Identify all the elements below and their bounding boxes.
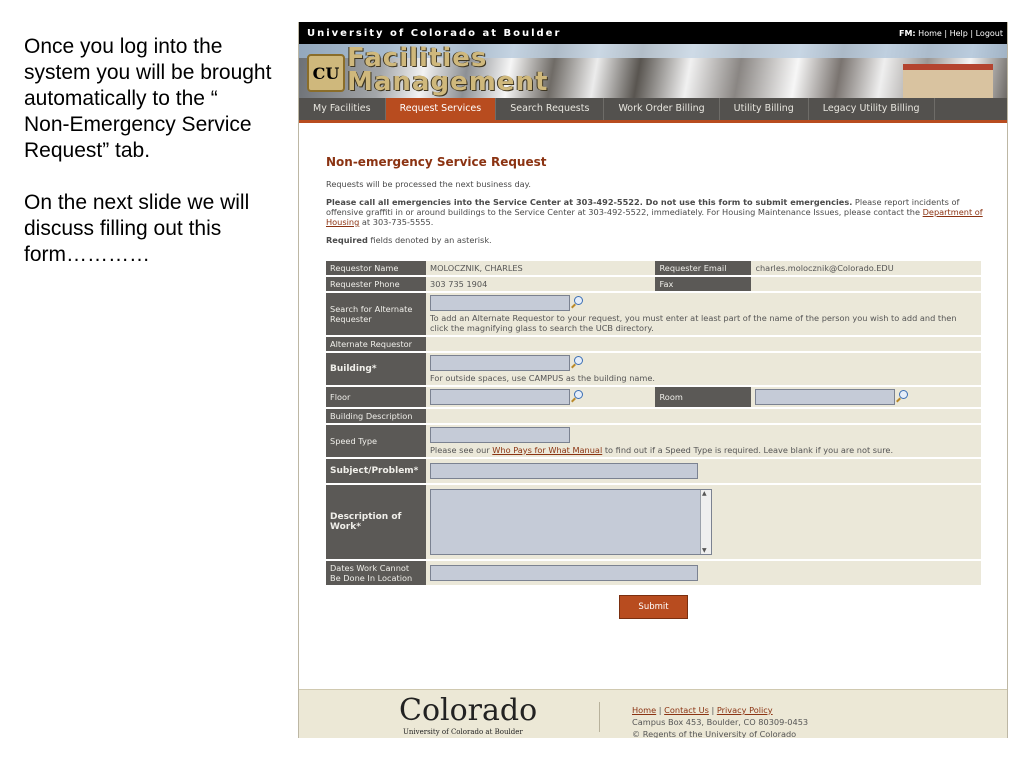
footer-contact-link[interactable]: Contact Us [664, 705, 709, 715]
building-input[interactable] [430, 355, 570, 371]
title-line-1: Facilities [347, 44, 488, 73]
tab-search-requests[interactable]: Search Requests [496, 98, 604, 120]
requester-email-value: charles.molocznik@Colorado.EDU [751, 261, 981, 275]
logout-link[interactable]: Logout [975, 28, 1003, 38]
tab-legacy-utility-billing[interactable]: Legacy Utility Billing [809, 98, 935, 120]
slide-narration [24, 34, 284, 294]
search-alternate-label: Search for Alternate Requester [326, 293, 426, 335]
requestor-name-value: MOLOCZNIK, CHARLES [426, 261, 655, 275]
alternate-requester-search-input[interactable] [430, 295, 570, 311]
requester-phone-label: Requester Phone [326, 277, 426, 291]
home-link[interactable]: Home [918, 28, 942, 38]
speed-type-input[interactable] [430, 427, 570, 443]
form-row-dates [326, 561, 981, 585]
search-alternate-hint: To add an Alternate Requestor to your request, you must enter at least part of the name of the person you wish to add and then click the magnifying glass to search the UCB directory. [430, 313, 957, 333]
tab-utility-billing[interactable]: Utility Billing [720, 98, 809, 120]
form-row-description [326, 485, 981, 559]
footer [299, 689, 1007, 738]
link-separator: | [941, 28, 950, 38]
requester-email-label: Requester Email [655, 261, 751, 275]
subject-label: Subject/Problem* [326, 459, 426, 483]
requester-phone-value: 303 735 1904 [426, 277, 655, 291]
speed-type-hint [430, 445, 977, 455]
top-links [899, 29, 1003, 38]
form-row-phone [326, 277, 981, 291]
required-bold: Required [326, 235, 368, 245]
cu-logo: CU [307, 54, 345, 92]
speed-hint-post: to find out if a Speed Type is required. Leave blank if you are not sure. [602, 445, 894, 455]
app-screenshot [298, 22, 1008, 738]
link-separator: | [967, 28, 976, 38]
footer-home-link[interactable]: Home [632, 705, 657, 715]
housing-phone: at 303-735-5555. [359, 217, 434, 227]
building-cell [426, 353, 981, 385]
colorado-wordmark-sub: University of Colorado at Boulder [403, 728, 523, 736]
fax-value [751, 277, 981, 291]
dates-label: Dates Work Cannot Be Done In Location [326, 561, 426, 585]
footer-privacy-link[interactable]: Privacy Policy [716, 705, 773, 715]
floor-label: Floor [326, 387, 426, 407]
tab-request-services[interactable]: Request Services [386, 98, 497, 120]
room-cell [751, 387, 981, 407]
form-row-requestor [326, 261, 981, 275]
speed-type-cell [426, 425, 981, 457]
subject-cell [426, 459, 981, 483]
link-separator: | [708, 705, 717, 715]
colorado-wordmark: Colorado [399, 693, 538, 728]
search-alternate-cell [426, 293, 981, 335]
emergency-bold: Please call all emergencies into the Service Center at 303-492-5522. Do not use this form to submit emergencies. [326, 197, 853, 207]
main-content [299, 123, 1007, 619]
building-description-label: Building Description [326, 409, 426, 423]
floor-cell [426, 387, 655, 407]
dates-cell [426, 561, 981, 585]
footer-info [632, 704, 808, 738]
banner-building-image [903, 64, 993, 98]
who-pays-link[interactable]: Who Pays for What Manual [492, 445, 603, 455]
form-row-building-desc [326, 409, 981, 423]
alternate-requestor-label: Alternate Requestor [326, 337, 426, 351]
requestor-name-label: Requestor Name [326, 261, 426, 275]
search-icon[interactable] [571, 356, 583, 370]
required-rest: fields denoted by an asterisk. [367, 235, 492, 245]
building-description-value [426, 409, 981, 423]
speed-hint-pre: Please see our [430, 445, 493, 455]
emergency-rest: Please report incidents of offensive graffiti in or around buildings to the Service Center at 303-492-5522, immediately. For Housing Maintenance Issues, please contact the [326, 197, 960, 217]
textarea-scrollbar[interactable] [700, 490, 711, 554]
footer-address: Campus Box 453, Boulder, CO 80309-0453 [632, 717, 809, 727]
title-line-2: Management [347, 67, 549, 97]
fm-label: FM: [899, 28, 916, 38]
speed-type-label: Speed Type [326, 425, 426, 457]
required-note [326, 235, 985, 245]
form-row-floor-room [326, 387, 981, 407]
tab-my-facilities[interactable]: My Facilities [299, 98, 386, 120]
form-row-building [326, 353, 981, 385]
submit-row [326, 595, 981, 619]
processing-note: Requests will be processed the next business day. [326, 179, 531, 189]
footer-divider [599, 702, 600, 732]
tab-work-order-billing[interactable]: Work Order Billing [604, 98, 719, 120]
emergency-notice [326, 197, 985, 227]
subject-input[interactable] [430, 463, 698, 479]
form-row-alt-requestor [326, 337, 981, 351]
slide-paragraph-2: On the next slide we will discuss filling out this form………… [24, 191, 250, 266]
alternate-requestor-value [426, 337, 981, 351]
university-name: University of Colorado at Boulder [307, 27, 562, 39]
slide-paragraph-1: Once you log into the system you will be brought automatically to the “ Non-Emergency Service Request” tab. [24, 35, 272, 162]
room-input[interactable] [755, 389, 895, 405]
search-icon[interactable] [896, 390, 908, 404]
facilities-management-title [347, 44, 549, 97]
form-row-speed-type [326, 425, 981, 457]
help-link[interactable]: Help [949, 28, 968, 38]
submit-button[interactable]: Submit [619, 595, 687, 619]
description-cell [426, 485, 981, 559]
footer-links [632, 704, 808, 716]
footer-copyright: © Regents of the University of Colorado [632, 729, 797, 738]
service-request-form [326, 259, 981, 587]
description-textarea[interactable] [430, 489, 712, 555]
search-icon[interactable] [571, 296, 583, 310]
search-icon[interactable] [571, 390, 583, 404]
housing-link[interactable]: Department of Housing [326, 207, 983, 227]
building-hint: For outside spaces, use CAMPUS as the building name. [430, 373, 656, 383]
main-nav [299, 98, 1007, 123]
link-separator: | [656, 705, 665, 715]
room-label: Room [655, 387, 751, 407]
description-label: Description of Work* [326, 485, 426, 559]
fax-label: Fax [655, 277, 751, 291]
dates-input[interactable] [430, 565, 698, 581]
building-label: Building* [326, 353, 426, 385]
form-row-subject [326, 459, 981, 483]
floor-input[interactable] [430, 389, 570, 405]
form-row-search-alt [326, 293, 981, 335]
header-banner [299, 44, 1007, 98]
top-bar [299, 22, 1007, 44]
page-title: Non-emergency Service Request [326, 155, 547, 169]
